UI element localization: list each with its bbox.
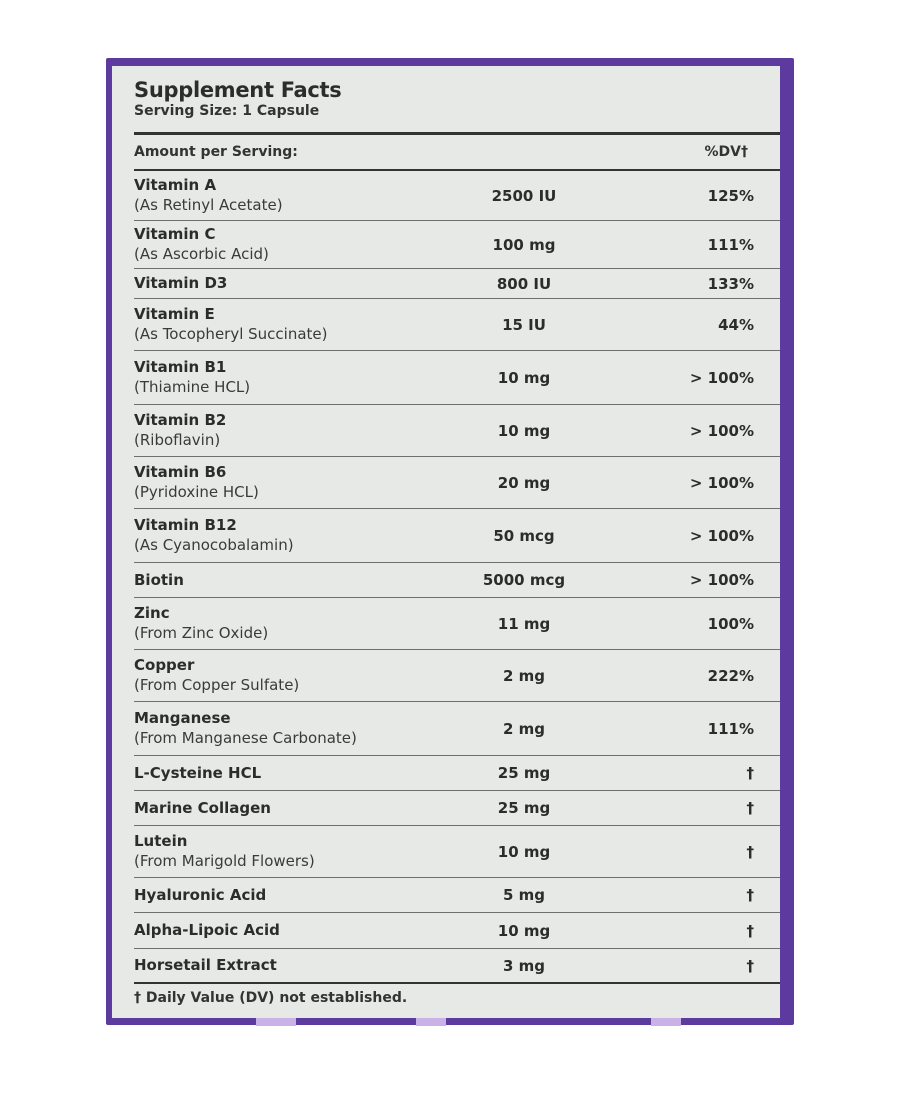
nutrient-name-cell	[134, 921, 434, 940]
amount-cell: 50 mcg	[493, 526, 555, 545]
nutrient-name: Copper	[134, 656, 195, 674]
table-row	[134, 878, 780, 913]
table-row	[134, 171, 780, 221]
amount-cell: 15 IU	[502, 315, 546, 334]
amount-cell: 10 mg	[497, 842, 551, 861]
daily-value-cell: 111%	[707, 719, 754, 738]
nutrient-name: Alpha-Lipoic Acid	[134, 921, 280, 939]
table-row	[134, 702, 780, 756]
daily-value-cell: > 100%	[689, 368, 754, 387]
supplement-facts-panel	[112, 66, 780, 1018]
table-row	[134, 826, 780, 878]
nutrient-name-cell	[134, 225, 434, 264]
nutrient-source: (From Copper Sulfate)	[134, 676, 300, 694]
nutrient-source: (Riboflavin)	[134, 431, 221, 449]
nutrient-table	[134, 171, 780, 982]
amount-cell: 10 mg	[497, 421, 551, 440]
nutrient-name: Vitamin D3	[134, 274, 228, 292]
table-row	[134, 650, 780, 702]
amount-cell: 25 mg	[497, 799, 551, 817]
daily-value-cell: 222%	[707, 666, 754, 685]
nutrient-name: Vitamin A	[134, 176, 217, 194]
amount-cell: 10 mg	[497, 368, 551, 387]
nutrient-name-cell	[134, 886, 434, 905]
nutrient-name: Vitamin B1	[134, 358, 227, 376]
daily-value-cell: †	[746, 842, 754, 861]
daily-value-cell: 125%	[707, 186, 754, 205]
nutrient-name-cell	[134, 764, 434, 783]
daily-value-cell: 111%	[707, 235, 754, 254]
panel-title: Supplement Facts	[134, 78, 342, 102]
table-row	[134, 791, 780, 826]
table-row	[134, 598, 780, 650]
daily-value-cell: 44%	[718, 315, 754, 334]
table-row	[134, 509, 780, 563]
nutrient-name-cell	[134, 799, 434, 818]
nutrient-name-cell	[134, 516, 434, 555]
amount-per-serving-label: Amount per Serving:	[134, 144, 298, 160]
nutrient-name-cell	[134, 411, 434, 450]
nutrient-source: (Pyridoxine HCL)	[134, 483, 259, 501]
amount-cell: 100 mg	[492, 235, 556, 254]
amount-cell: 800 IU	[496, 274, 552, 293]
daily-value-cell: > 100%	[689, 571, 754, 589]
nutrient-source: (As Tocopheryl Succinate)	[134, 325, 328, 343]
daily-value-cell: 133%	[707, 274, 754, 293]
daily-value-cell: †	[746, 764, 754, 782]
amount-cell: 2500 IU	[491, 186, 557, 205]
daily-value-cell: > 100%	[689, 473, 754, 492]
nutrient-name-cell	[134, 358, 434, 397]
nutrient-name: Manganese	[134, 709, 231, 727]
table-row	[134, 563, 780, 598]
daily-value-cell: †	[746, 956, 754, 975]
nutrient-name-cell	[134, 956, 434, 975]
nutrient-source: (From Marigold Flowers)	[134, 852, 315, 870]
table-row	[134, 949, 780, 982]
amount-cell: 10 mg	[497, 921, 551, 940]
package-edge-graphic	[106, 1018, 794, 1028]
nutrient-name-cell	[134, 604, 434, 643]
table-row	[134, 299, 780, 351]
nutrient-name: Zinc	[134, 604, 170, 622]
daily-value-cell: > 100%	[689, 421, 754, 440]
table-row	[134, 269, 780, 299]
nutrient-name: Horsetail Extract	[134, 956, 277, 974]
nutrient-name-cell	[134, 832, 434, 871]
nutrient-name: Lutein	[134, 832, 188, 850]
table-row	[134, 913, 780, 949]
amount-cell: 20 mg	[497, 473, 551, 492]
nutrient-name-cell	[134, 176, 434, 215]
nutrient-name-cell	[134, 463, 434, 502]
nutrient-name: Biotin	[134, 570, 184, 589]
nutrient-name-cell	[134, 571, 434, 590]
nutrient-source: (As Retinyl Acetate)	[134, 196, 283, 214]
amount-cell: 2 mg	[502, 719, 546, 738]
nutrient-name: Vitamin C	[134, 225, 216, 243]
nutrient-name: L-Cysteine HCL	[134, 763, 262, 782]
nutrient-source: (Thiamine HCL)	[134, 378, 251, 396]
nutrient-name: Vitamin B6	[134, 463, 227, 481]
dv-header: %DV†	[704, 144, 748, 160]
table-row	[134, 457, 780, 509]
amount-cell: 5 mg	[502, 886, 546, 904]
table-row	[134, 405, 780, 457]
daily-value-cell: > 100%	[689, 526, 754, 545]
nutrient-name: Hyaluronic Acid	[134, 885, 267, 904]
amount-cell: 3 mg	[502, 956, 546, 975]
amount-cell: 11 mg	[497, 614, 551, 633]
nutrient-name: Vitamin B2	[134, 411, 227, 429]
serving-size: Serving Size: 1 Capsule	[134, 103, 320, 119]
amount-cell: 25 mg	[497, 764, 551, 782]
footnote: † Daily Value (DV) not established.	[134, 990, 408, 1006]
table-row	[134, 756, 780, 791]
nutrient-source: (From Zinc Oxide)	[134, 624, 269, 642]
nutrient-name-cell	[134, 274, 434, 293]
table-row	[134, 221, 780, 269]
nutrient-name-cell	[134, 709, 434, 748]
nutrient-name: Marine Collagen	[134, 798, 271, 817]
daily-value-cell: 100%	[707, 614, 754, 633]
daily-value-cell: †	[746, 886, 754, 904]
nutrient-name-cell	[134, 656, 434, 695]
nutrient-name-cell	[134, 305, 434, 344]
daily-value-cell: †	[746, 921, 754, 940]
nutrient-name: Vitamin E	[134, 305, 215, 323]
nutrient-source: (From Manganese Carbonate)	[134, 729, 357, 747]
nutrient-source: (As Cyanocobalamin)	[134, 536, 294, 554]
amount-cell: 5000 mcg	[482, 571, 566, 589]
supplement-facts-label	[134, 78, 780, 1006]
nutrient-name: Vitamin B12	[134, 516, 237, 534]
table-header	[134, 135, 780, 169]
amount-cell: 2 mg	[502, 666, 546, 685]
nutrient-source: (As Ascorbic Acid)	[134, 245, 269, 263]
table-row	[134, 351, 780, 405]
daily-value-cell: †	[746, 799, 754, 817]
